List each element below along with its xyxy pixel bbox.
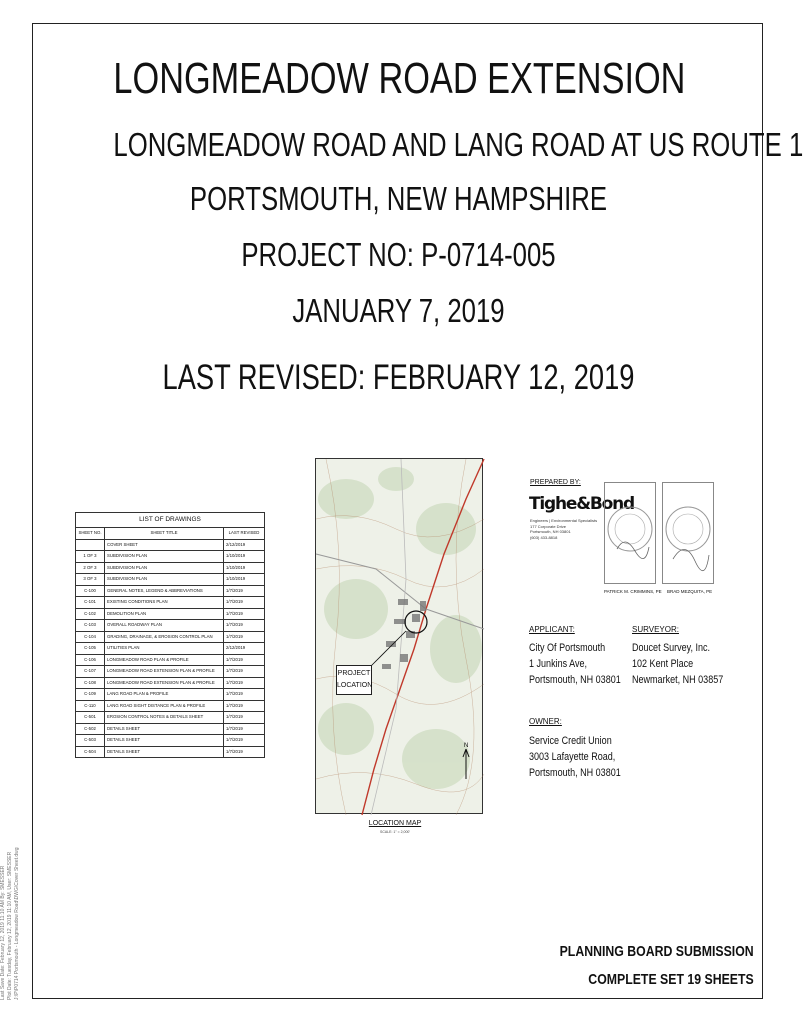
address-line: Service Credit Union [529, 735, 612, 747]
project-location-label [336, 665, 372, 695]
table-row [76, 574, 265, 586]
last-revised: 1/7/2019 [224, 746, 265, 758]
plot-stamp-line: J:\P\P0714 Portsmouth - Longmeadow Road\DWG\Cover Sheet.dwg [14, 847, 20, 1000]
table-caption: LIST OF DRAWINGS [76, 513, 265, 528]
surveyor-label: SURVEYOR: [632, 625, 679, 634]
sheet-no: 2 OF 3 [76, 562, 105, 574]
last-revised: 1/10/2019 [224, 562, 265, 574]
project-label-line: LOCATION [337, 682, 373, 689]
sheet-title: LONGMEADOW ROAD EXTENSION PLAN & PROFILE [105, 677, 224, 689]
address-line: Portsmouth, NH 03801 [529, 674, 621, 686]
last-revised: 1/7/2019 [224, 585, 265, 597]
sheet-title: EXISTING CONDITIONS PLAN [105, 597, 224, 609]
sheet-no [76, 539, 105, 551]
table-row [76, 723, 265, 735]
sheet-no: 1 OF 3 [76, 551, 105, 563]
project-number: PROJECT NO: P-0714-005 [241, 236, 556, 273]
owner-label: OWNER: [529, 717, 562, 726]
address-line: Portsmouth, NH 03801 [529, 767, 621, 779]
sheet-title: GENERAL NOTES, LEGEND & ABBREVIATIONS [105, 585, 224, 597]
prepared-by-label: PREPARED BY: [530, 479, 581, 486]
last-revised-date: LAST REVISED: FEBRUARY 12, 2019 [162, 358, 635, 397]
address-line: City Of Portsmouth [529, 642, 606, 654]
firm-address [530, 518, 600, 540]
table-row [76, 539, 265, 551]
sheet-title: LONGMEADOW ROAD PLAN & PROFILE [105, 654, 224, 666]
plot-stamp [0, 500, 30, 1000]
applicant-address [529, 640, 621, 688]
last-revised: 1/7/2019 [224, 700, 265, 712]
last-revised: 1/10/2019 [224, 551, 265, 563]
firm-address-line: Portsmouth, NH 03801 [530, 529, 571, 534]
list-of-drawings-table [75, 512, 265, 758]
table-row [76, 585, 265, 597]
table-row [76, 746, 265, 758]
sheet-no: C-107 [76, 666, 105, 678]
sheet-title: DETAILS SHEET [105, 746, 224, 758]
sheet-no: C-108 [76, 677, 105, 689]
sheet-no: C-101 [76, 597, 105, 609]
table-row [76, 562, 265, 574]
table-row [76, 666, 265, 678]
last-revised: 1/10/2019 [224, 574, 265, 586]
sheet-no: C-102 [76, 608, 105, 620]
sheet-title: LONGMEADOW ROAD EXTENSION PLAN & PROFILE [105, 666, 224, 678]
engineer-seal [662, 482, 714, 584]
seal-icon [663, 489, 713, 579]
seal-icon [605, 489, 655, 579]
column-header: SHEET TITLE [105, 528, 224, 540]
location-map-title: LOCATION MAP [368, 820, 422, 827]
sheet-title: SUBDIVISION PLAN [105, 562, 224, 574]
sheet-title: GRADING, DRAINAGE, & EROSION CONTROL PLAN [105, 631, 224, 643]
owner-address [529, 733, 621, 781]
table-row [76, 689, 265, 701]
sheet-title: DEMOLITION PLAN [105, 608, 224, 620]
location-map [315, 458, 483, 814]
sheet-no: C-106 [76, 654, 105, 666]
map-graphic [316, 459, 484, 815]
last-revised: 1/7/2019 [224, 631, 265, 643]
sheet-no: C-104 [76, 631, 105, 643]
table-row [76, 551, 265, 563]
submission-set-count: COMPLETE SET 19 SHEETS [588, 971, 754, 988]
firm-address-line: Engineers | Environmental Specialists [530, 518, 598, 523]
project-date: JANUARY 7, 2019 [292, 292, 505, 329]
svg-text:N: N [464, 743, 469, 749]
last-revised: 1/7/2019 [224, 597, 265, 609]
address-line: Doucet Survey, Inc. [632, 642, 711, 654]
location-map-scale: SCALE: 1" = 2,000' [379, 830, 411, 834]
sheet-title: DETAILS SHEET [105, 735, 224, 747]
engineer-name: BRAD MEZQUITA, PE [667, 589, 713, 594]
surveyor-address [632, 640, 723, 688]
sheet-no: 3 OF 3 [76, 574, 105, 586]
column-header: SHEET NO. [76, 528, 105, 540]
address-line: 3003 Lafayette Road, [529, 751, 616, 763]
sheet-title: SUBDIVISION PLAN [105, 574, 224, 586]
sheet-no: C-103 [76, 620, 105, 632]
firm-address-line: 177 Corporate Drive [530, 523, 567, 529]
submission-title: PLANNING BOARD SUBMISSION [559, 943, 754, 960]
firm-address-line: (603) 433-8818 [530, 534, 558, 540]
project-label-line: PROJECT [337, 670, 371, 677]
sheet-no: C-501 [76, 712, 105, 724]
address-line: 1 Junkins Ave, [529, 658, 588, 670]
project-title: LONGMEADOW ROAD EXTENSION [113, 54, 686, 103]
engineer-name: PATRICK M. CRIMMINS, PE [604, 589, 662, 594]
sheet-title: SUBDIVISION PLAN [105, 551, 224, 563]
plot-stamp-line: Last Save Date: February 12, 2019 11:10 AM By: SMESSER [0, 865, 6, 1000]
column-header: LAST REVISED [224, 528, 265, 540]
table-row [76, 620, 265, 632]
sheet-no: C-502 [76, 723, 105, 735]
last-revised: 2/12/2019 [224, 643, 265, 655]
table-row [76, 643, 265, 655]
last-revised: 1/7/2019 [224, 620, 265, 632]
last-revised: 1/7/2019 [224, 608, 265, 620]
last-revised: 1/7/2019 [224, 735, 265, 747]
sheet-no: C-504 [76, 746, 105, 758]
table-row [76, 654, 265, 666]
table-row [76, 631, 265, 643]
address-line: 102 Kent Place [632, 658, 694, 670]
sheet-title: LANG ROAD PLAN & PROFILE [105, 689, 224, 701]
sheet-no: C-110 [76, 700, 105, 712]
table-row [76, 712, 265, 724]
sheet-title: DETAILS SHEET [105, 723, 224, 735]
address-line: Newmarket, NH 03857 [632, 674, 724, 686]
sheet-title: COVER SHEET [105, 539, 224, 551]
sheet-no: C-100 [76, 585, 105, 597]
last-revised: 1/7/2019 [224, 654, 265, 666]
sheet-no: C-105 [76, 643, 105, 655]
table-row [76, 677, 265, 689]
last-revised: 1/7/2019 [224, 666, 265, 678]
sheet-title: LANG ROAD SIGHT DISTANCE PLAN & PROFILE [105, 700, 224, 712]
table-row [76, 735, 265, 747]
last-revised: 1/7/2019 [224, 689, 265, 701]
sheet-no: C-109 [76, 689, 105, 701]
table-row [76, 608, 265, 620]
last-revised: 1/7/2019 [224, 677, 265, 689]
last-revised: 1/7/2019 [224, 712, 265, 724]
table-row [76, 700, 265, 712]
firm-logo: Tighe&Bond [529, 494, 634, 514]
sheet-title: UTILITIES PLAN [105, 643, 224, 655]
sheet-title: EROSION CONTROL NOTES & DETAILS SHEET [105, 712, 224, 724]
last-revised: 2/12/2019 [224, 539, 265, 551]
last-revised: 1/7/2019 [224, 723, 265, 735]
project-city: PORTSMOUTH, NEW HAMPSHIRE [189, 180, 608, 217]
project-subtitle: LONGMEADOW ROAD AND LANG ROAD AT US ROUTE 1 [113, 126, 803, 163]
sheet-no: C-503 [76, 735, 105, 747]
engineer-seal [604, 482, 656, 584]
table-row [76, 597, 265, 609]
sheet-title: OVERALL ROADWAY PLAN [105, 620, 224, 632]
applicant-label: APPLICANT: [529, 625, 575, 634]
plot-stamp-line: Plot Date: Tuesday, February 12, 2019 11:10 AM, User: SMESSER [7, 851, 13, 1000]
